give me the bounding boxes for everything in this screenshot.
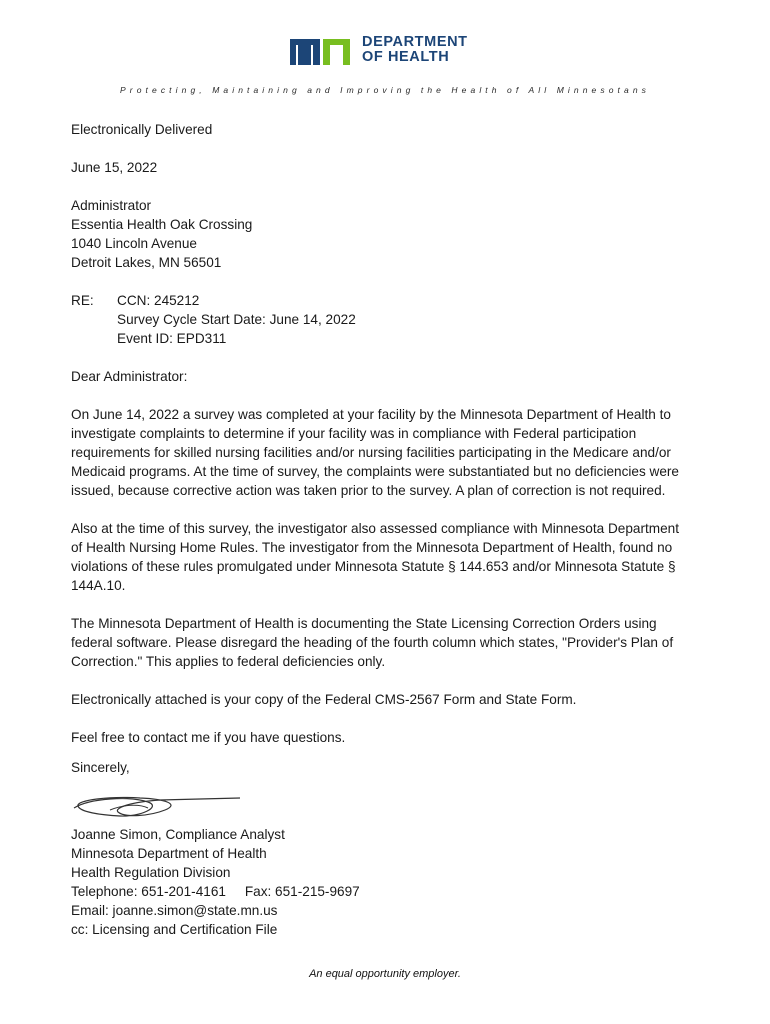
tagline: Protecting, Maintaining and Improving the Health of All Minnesotans (120, 85, 650, 95)
recipient-line: Essentia Health Oak Crossing (71, 217, 253, 232)
logo-n-shape (323, 39, 350, 65)
signer-name-title: Joanne Simon, Compliance Analyst (71, 827, 285, 842)
logo-text (362, 35, 468, 65)
paragraph-line: violations of these rules promulgated under Minnesota Statute § 144.653 and/or Minnesota Statute § (71, 559, 676, 574)
cc-line: cc: Licensing and Certification File (71, 922, 278, 937)
paragraph-line: investigate complaints to determine if your facility was in compliance with Federal participation (71, 426, 637, 441)
logo-m-shape-2 (304, 39, 320, 65)
paragraph-line: federal software. Please disregard the heading of the fourth column which states, "Provider's Plan of (71, 635, 674, 650)
paragraph-line: of Health Nursing Home Rules. The investigator from the Minnesota Department of Health, found no (71, 540, 673, 555)
paragraph-state-rules (71, 519, 711, 595)
salutation: Dear Administrator: (71, 369, 188, 384)
re-event-id: Event ID: EPD311 (117, 331, 227, 346)
paragraph-attachment: Electronically attached is your copy of the Federal CMS-2567 Form and State Form. (71, 692, 577, 707)
signer-phone-fax: Telephone: 651-201-4161 Fax: 651-215-9697 (71, 884, 360, 899)
logo-line2: OF HEALTH (362, 49, 450, 65)
paragraph-line: On June 14, 2022 a survey was completed at your facility by the Minnesota Department of Health to (71, 407, 671, 422)
logo-m-shape (290, 39, 304, 65)
signer-division: Health Regulation Division (71, 865, 231, 880)
delivery-method: Electronically Delivered (71, 122, 213, 137)
signer-organization: Minnesota Department of Health (71, 846, 267, 861)
re-label: RE: (71, 293, 94, 308)
paragraph-line: issued, because corrective action was taken prior to the survey. A plan of correction is not required. (71, 483, 666, 498)
paragraph-line: The Minnesota Department of Health is documenting the State Licensing Correction Orders using (71, 616, 657, 631)
footer-eoe: An equal opportunity employer. (309, 968, 461, 980)
letter-date: June 15, 2022 (71, 160, 158, 175)
letter-body (71, 120, 711, 777)
re-survey-date: Survey Cycle Start Date: June 14, 2022 (117, 312, 356, 327)
paragraph-line: Medicaid programs. At the time of survey, the complaints were substantiated but no deficiencies were (71, 464, 679, 479)
re-block (71, 291, 711, 348)
signature-block (71, 825, 360, 939)
recipient-address (71, 196, 711, 272)
signer-email: Email: joanne.simon@state.mn.us (71, 903, 278, 918)
paragraph-line: Correction." This applies to federal deficiencies only. (71, 654, 386, 669)
recipient-line: Administrator (71, 198, 152, 213)
paragraph-line: requirements for skilled nursing facilities and/or nursing facilities participating in the Medicare and/or (71, 445, 671, 460)
recipient-line: Detroit Lakes, MN 56501 (71, 255, 222, 270)
paragraph-survey-results (71, 405, 711, 500)
paragraph-line: Also at the time of this survey, the investigator also assessed compliance with Minnesota Department (71, 521, 679, 536)
closing: Sincerely, (71, 760, 130, 775)
paragraph-federal-software (71, 614, 711, 671)
logo-line1: DEPARTMENT (362, 34, 468, 50)
handwritten-signature (70, 790, 242, 824)
paragraph-line: 144A.10. (71, 578, 126, 593)
paragraph-contact: Feel free to contact me if you have questions. (71, 730, 346, 745)
recipient-line: 1040 Lincoln Avenue (71, 236, 197, 251)
re-ccn: CCN: 245212 (117, 293, 200, 308)
